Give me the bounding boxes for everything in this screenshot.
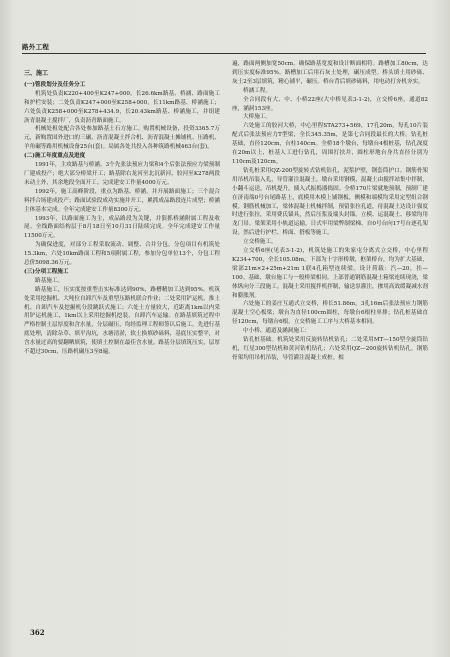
left-paragraph: 1993年，以路面施工为主，成品路段为关键，并狠抓桥涵附属工程及收尾。全线路面结构层于8月18日至10月31日陆续完成。全年完成建安工作量11500万元。 bbox=[24, 215, 220, 240]
left-paragraph: 1992年，施工高峰阶段，重点为路基、桥涵，并开展路面施工；三个混合料拌合场建成投产；路面试验段成功实施并开工，累抓成品路段连片成型；桥涵主体基本完成。全年完成建安工作量8300万元。 bbox=[24, 188, 220, 213]
right-paragraph: 立交桥6座(见表3-1-2)，机筑处施工的朱家屯分离式立交桥，中心里程K234+700，全长105.08m，下部为十字形桥墩，框架桥台，均为扩大基础，梁部21m×2+25m+21m 1联4孔箱型连续梁。设计荷载：汽—20，挂—100。基础、墩台施工与一般桥梁相同。上部普通钢筋混凝土箱梁连续现浇，梁体纵向分三段施工。混凝土采用搅拌机拌制，输送泵灌注，掺用高效缓凝减水剂和膨胀剂。 bbox=[232, 248, 428, 299]
left-paragraph: 为确保进度，对部分工程采取流动、调整、合并分包，分包项目有机筑处15.3km，六处10km路面工程和5项附属工程，参加分包单位13个，分包工程总价5098.36万元。 bbox=[24, 242, 220, 267]
left-paragraph: 路基施工，压实度按重型击实标准达到90%，路槽精加工达到95%。机筑处采用挖掘机、大吨位自卸汽车及重型压路机联合作业；二处采用铲运机、推土机、自卸汽车及挖掘机分段跳跃式施工；六处土方量较大，近距离1km以内采用铲运机施工，1km以上采用挖掘机挖装，自卸汽车运输。在路基填筑过程中严格控制土层厚度和含水量，分层碾压，均经监理工程师签认后施工。先进行基底处理，清除杂草、填平沟坑，水塘清淤，软土换填砂砾料，基底压实整平，对含水量过高的要翻晒填筑，使填土控制在最佳含水量。路基分层填筑压实，层厚不超过30cm，压路机碾压3至8遍。 bbox=[24, 286, 220, 356]
left-paragraph: 机筑处负责K220+400至K247+000，长26.6km路基、桥涵、路面施工和护栏安装；二处负责K247+000至K258+000，长11km路基、桥涵施工；六处负责K258+000至K278+434.9，长20.43km路基、桥涵施工，并组建沥青混凝土搅拌厂，负责沥青路面施工。 bbox=[24, 90, 220, 124]
right-paragraph: 全合同段有大、中、小桥22座(大中桥见表3-1-2)，立交桥6座，通道82座，涵洞153座。 bbox=[232, 96, 428, 112]
right-paragraph: 六处施工的姜庄互通式立交桥，桥长51.86m，3孔16m后张法预应力钢筋混凝土空心板梁；墩台为直径100cm圆柱，每墩台6根柱单排；钻孔桩基础直径120cm，每墩台6根。立交桥施工工序与大桥基本相同。 bbox=[232, 301, 428, 326]
left-paragraph: 1991年，主攻路基与桥涵。3个先张法预应力梁和4个后张法预应力梁预制厂建成投产；绝大部分桥梁开工；路基除右龙河至北沉新河、胶河至K278两段未动土外，其余地段全面开工。完成建安工作量4000万元。 bbox=[24, 162, 220, 186]
left-paragraph: 路基施工。 bbox=[35, 277, 63, 284]
right-paragraph: 钻孔桩采用QZ-200型旋转式钻机钻孔，泥浆护壁，钢套筒护口。钢筋骨架用吊机吊装入孔，导管灌注混凝土。墩台采用钢模，混凝土由搅拌站集中拌制，小翻斗运送，吊机提升，插入式振捣器捣固。全桥170片梁就地预制，预制厂建在济南端0号台尾路基上，底模用木模上铺钢板，侧模和端模均采用定型组合钢模。钢筋机械加工，梁体混凝土机械拌制，预留张拉孔道，待混凝土达设计强度时进行张拉，采用费氏锚具，然后压浆及端头封锚。立模、运混凝土、移梁均用龙门吊。梁架采用小轨道运输，日式牢用梁弊制梁梯，自0号台向17号台逐孔架设。然后进行护栏、桥面、搭板等施工。 bbox=[232, 167, 428, 237]
right-paragraph: 桥涵工程。 bbox=[243, 87, 271, 94]
left-paragraph: (一)管段划分及任务分工 bbox=[24, 81, 86, 88]
left-column bbox=[24, 60, 220, 357]
left-paragraph: 机械处租处配合各处参加路基土石方施工。购置机械设备，投资3365.7万元，新购置国外进口的三碾、沥青混凝土拌合机、沥青混凝土摊铺机、压路机、羊角碾等路用机械设备25台(套)。局属各处共投入各种筑路机械463台(套)。 bbox=[24, 126, 220, 151]
right-paragraph: 六处施工的胶河大桥，中心里程STA273+569，17孔20m，每孔10片装配式后张法预应力T型梁，全长345.35m，是第七合同段最长的大桥。钻孔桩基础，直径120cm，台柱140cm。全桥18个墩台，每墩台4根桩基，钻孔深度在20m以上，桩基人工进行钻孔，周围打扶井，圆柱形地台身共直径分别为110cm及120cm。 bbox=[232, 123, 428, 165]
right-column bbox=[232, 60, 428, 363]
right-paragraph: 遍，路面两侧加宽50cm，确保路基宽度和设计断面相符。路槽加工80cm，达到压实度标准95%。路槽加工后用石灰土处理，碾压成型。桥头填土用砂砾、灰土2至3层填筑，精心铺平，碾压。桥台背后填砂砾料，用电动打夯机夯实。 bbox=[232, 61, 428, 85]
right-paragraph: 钻孔桩基础。机筑处采用反旋转钻机钻孔；二处采用MT—150型全旋筒钻机，红星300型钻机和黄河钻机钻孔；六处采用QZ—200旋转钻机钻孔。钢筋骨架均用吊机吊装，导管灌注混凝土成桩。根 bbox=[232, 337, 428, 361]
right-paragraph: 大桥施工。 bbox=[243, 114, 271, 121]
page-number: 362 bbox=[30, 628, 45, 637]
left-paragraph: (三)分项工程施工 bbox=[24, 268, 69, 275]
running-header: 路外工程 bbox=[22, 42, 426, 54]
left-paragraph: 三、施工 bbox=[24, 70, 49, 77]
left-paragraph: (二)施工年度重点及进度 bbox=[24, 153, 86, 160]
right-paragraph: 立交桥施工。 bbox=[243, 239, 277, 246]
right-paragraph: 中小桥、通道及涵洞施工： bbox=[243, 328, 311, 335]
